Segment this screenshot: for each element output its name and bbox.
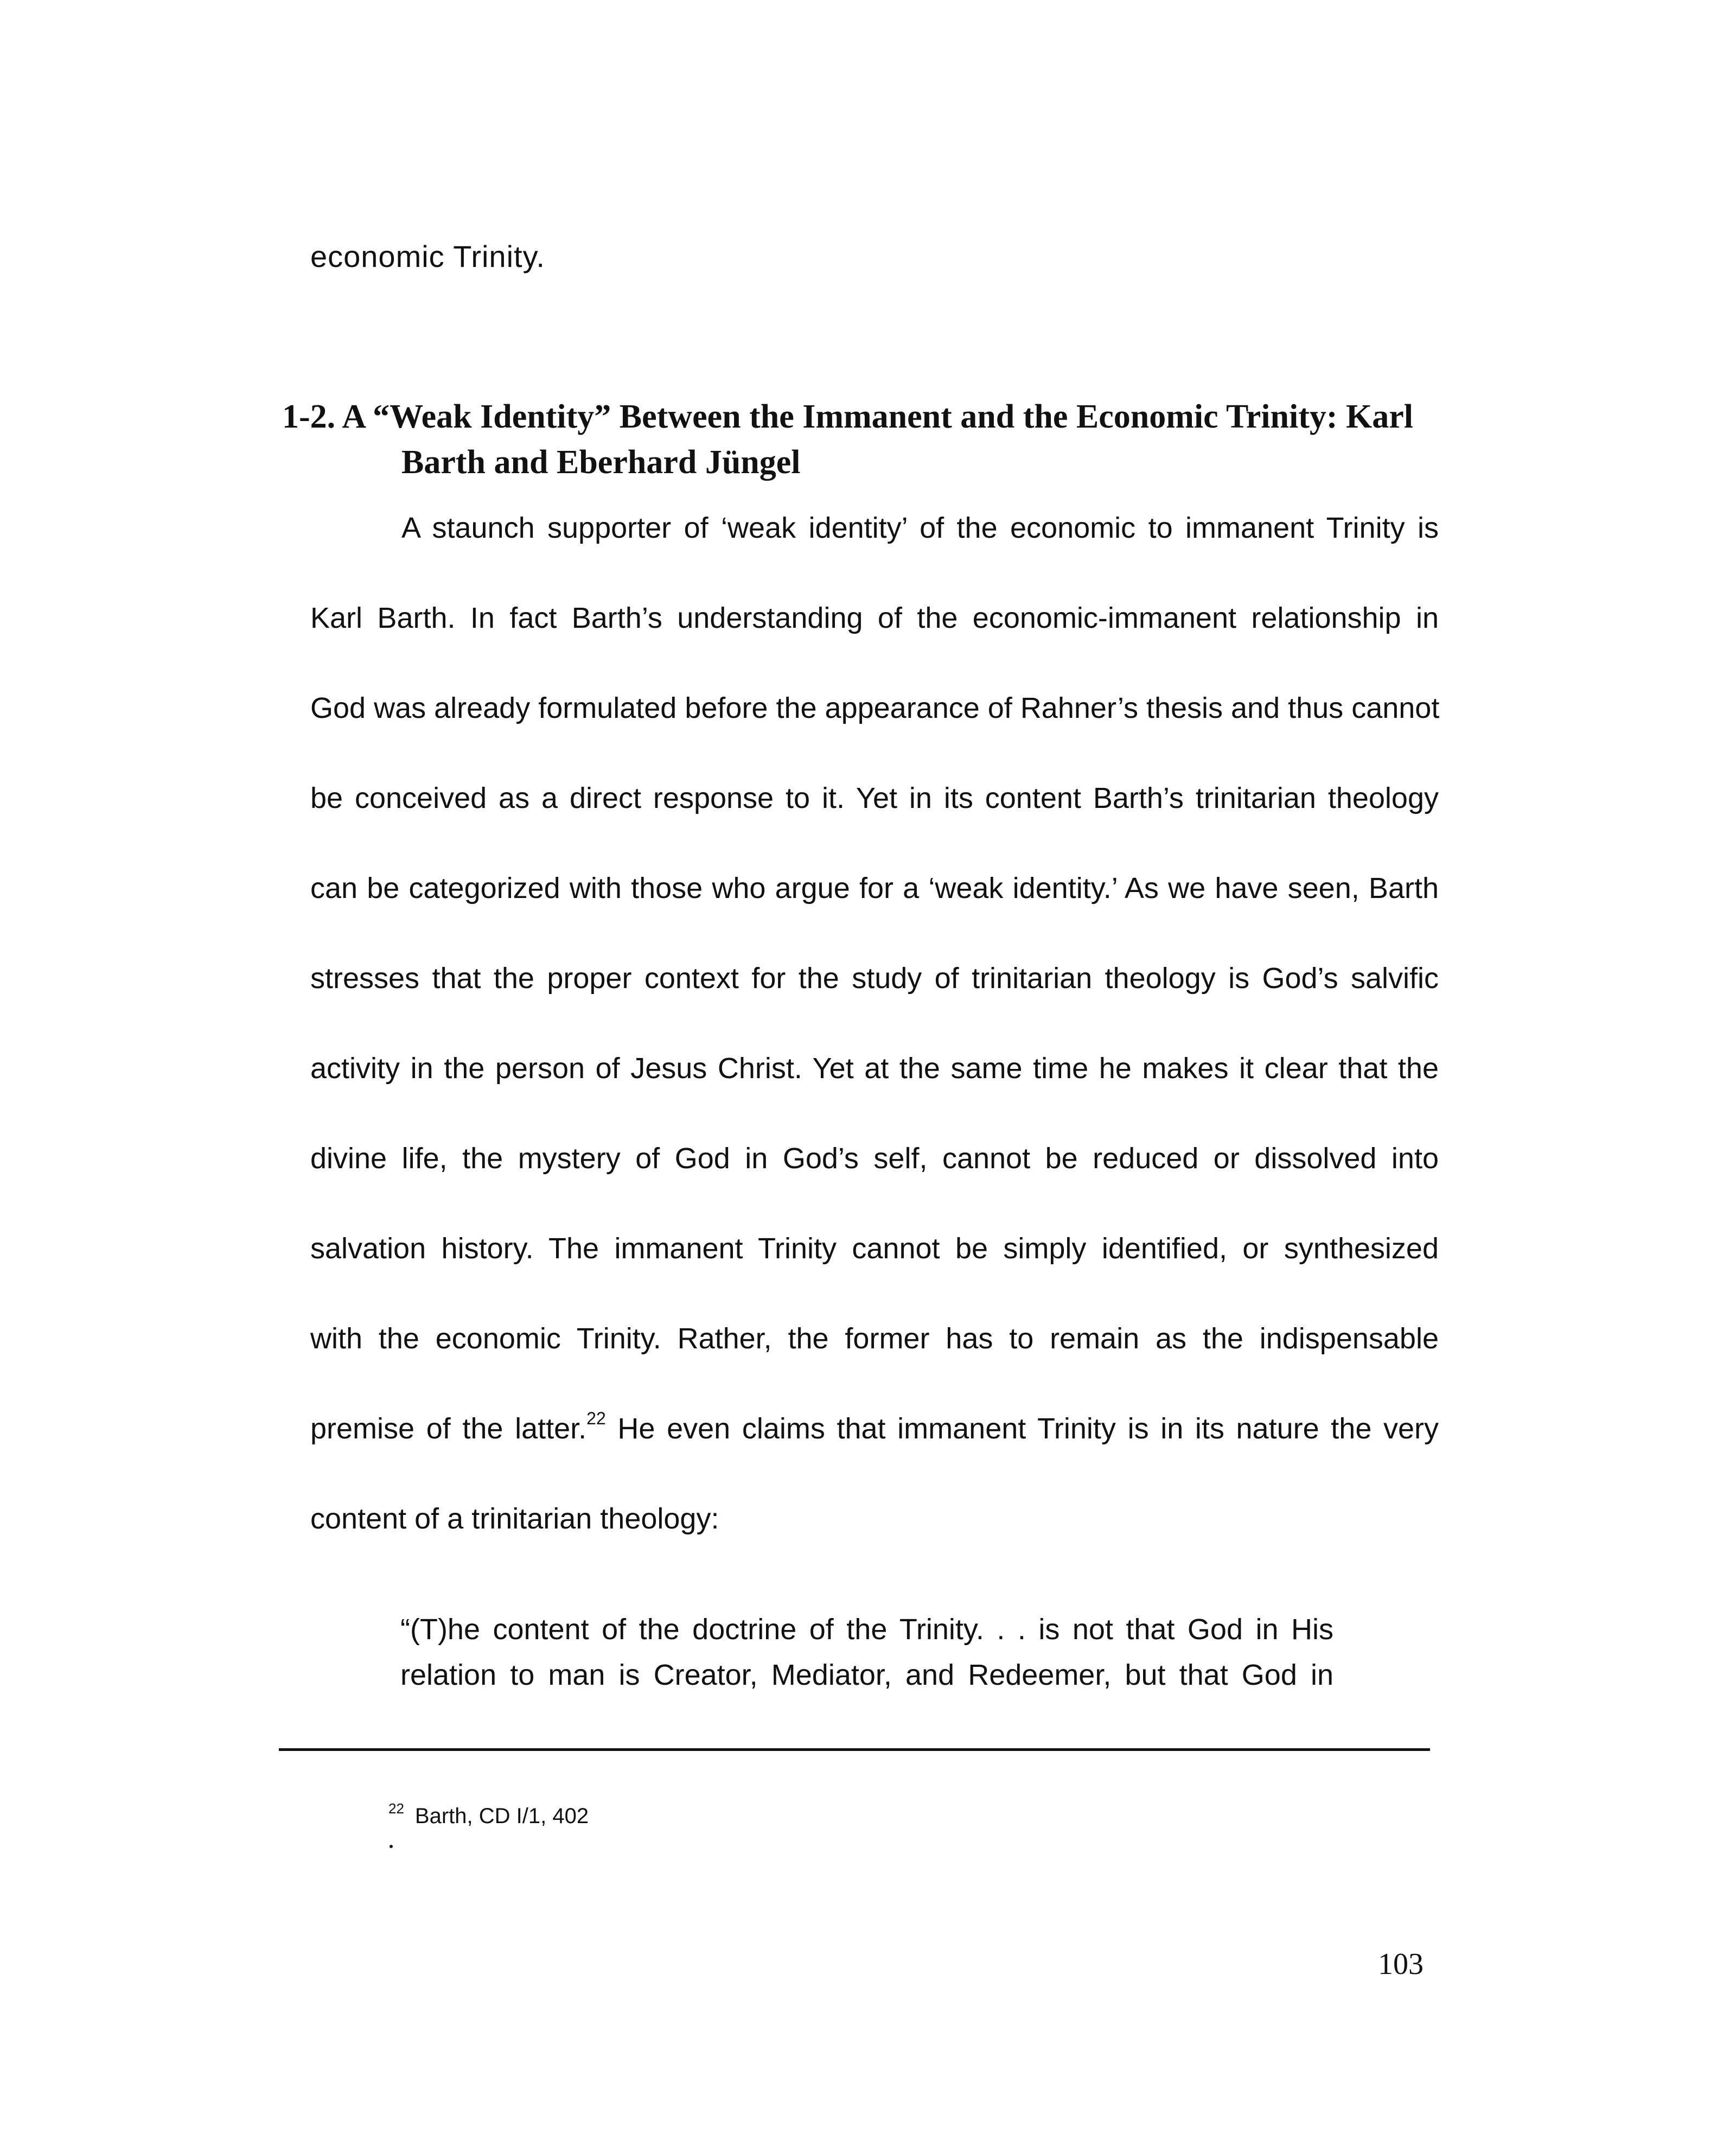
body-line: God was already formulated before the appearance of Rahner’s thesis and thus cannot [310,692,1440,724]
section-heading-line-2: Barth and Eberhard Jüngel [401,444,801,481]
quote-line: relation to man is Creator, Mediator, and Redeemer, but that God in [400,1659,1333,1691]
body-line: A staunch supporter of ‘weak identity’ of the economic to immanent Trinity is [401,512,1439,544]
section-heading [282,394,1465,485]
section-heading-line-1: 1-2. A “Weak Identity” Between the Immanent and the Economic Trinity: Karl [282,398,1413,435]
body-line [310,1411,1439,1447]
body-line: salvation history. The immanent Trinity cannot be simply identified, or synthesized [310,1232,1439,1265]
footnote-number: 22 [388,1800,404,1817]
scan-speck [390,1845,393,1848]
quote-line: “(T)he content of the doctrine of the Trinity. . . is not that God in His [400,1613,1333,1646]
body-line: activity in the person of Jesus Christ. Yet at the same time he makes it clear that the [310,1052,1439,1085]
body-text: premise of the latter. [310,1412,587,1445]
footnote-text: Barth, CD I/1, 402 [414,1804,589,1828]
body-line: divine life, the mystery of God in God’s self, cannot be reduced or dissolved into [310,1142,1439,1175]
body-line: stresses that the proper context for the study of trinitarian theology is God’s salvific [310,962,1439,995]
page-number: 103 [1378,1947,1424,1981]
footnote-reference: 22 [586,1409,606,1428]
body-line: with the economic Trinity. Rather, the former has to remain as the indispensable [310,1322,1439,1355]
body-line: be conceived as a direct response to it. Yet in its content Barth’s trinitarian theology [310,782,1439,814]
footnote [388,1795,589,1830]
body-text: He even claims that immanent Trinity is in its nature the very [605,1412,1439,1445]
body-line: content of a trinitarian theology: [310,1502,719,1535]
footnote-divider [279,1748,1430,1751]
continuation-text: economic Trinity. [310,239,545,273]
body-line: Karl Barth. In fact Barth’s understanding of the economic-immanent relationship in [310,602,1439,634]
body-line: can be categorized with those who argue for a ‘weak identity.’ As we have seen, Barth [310,872,1439,905]
